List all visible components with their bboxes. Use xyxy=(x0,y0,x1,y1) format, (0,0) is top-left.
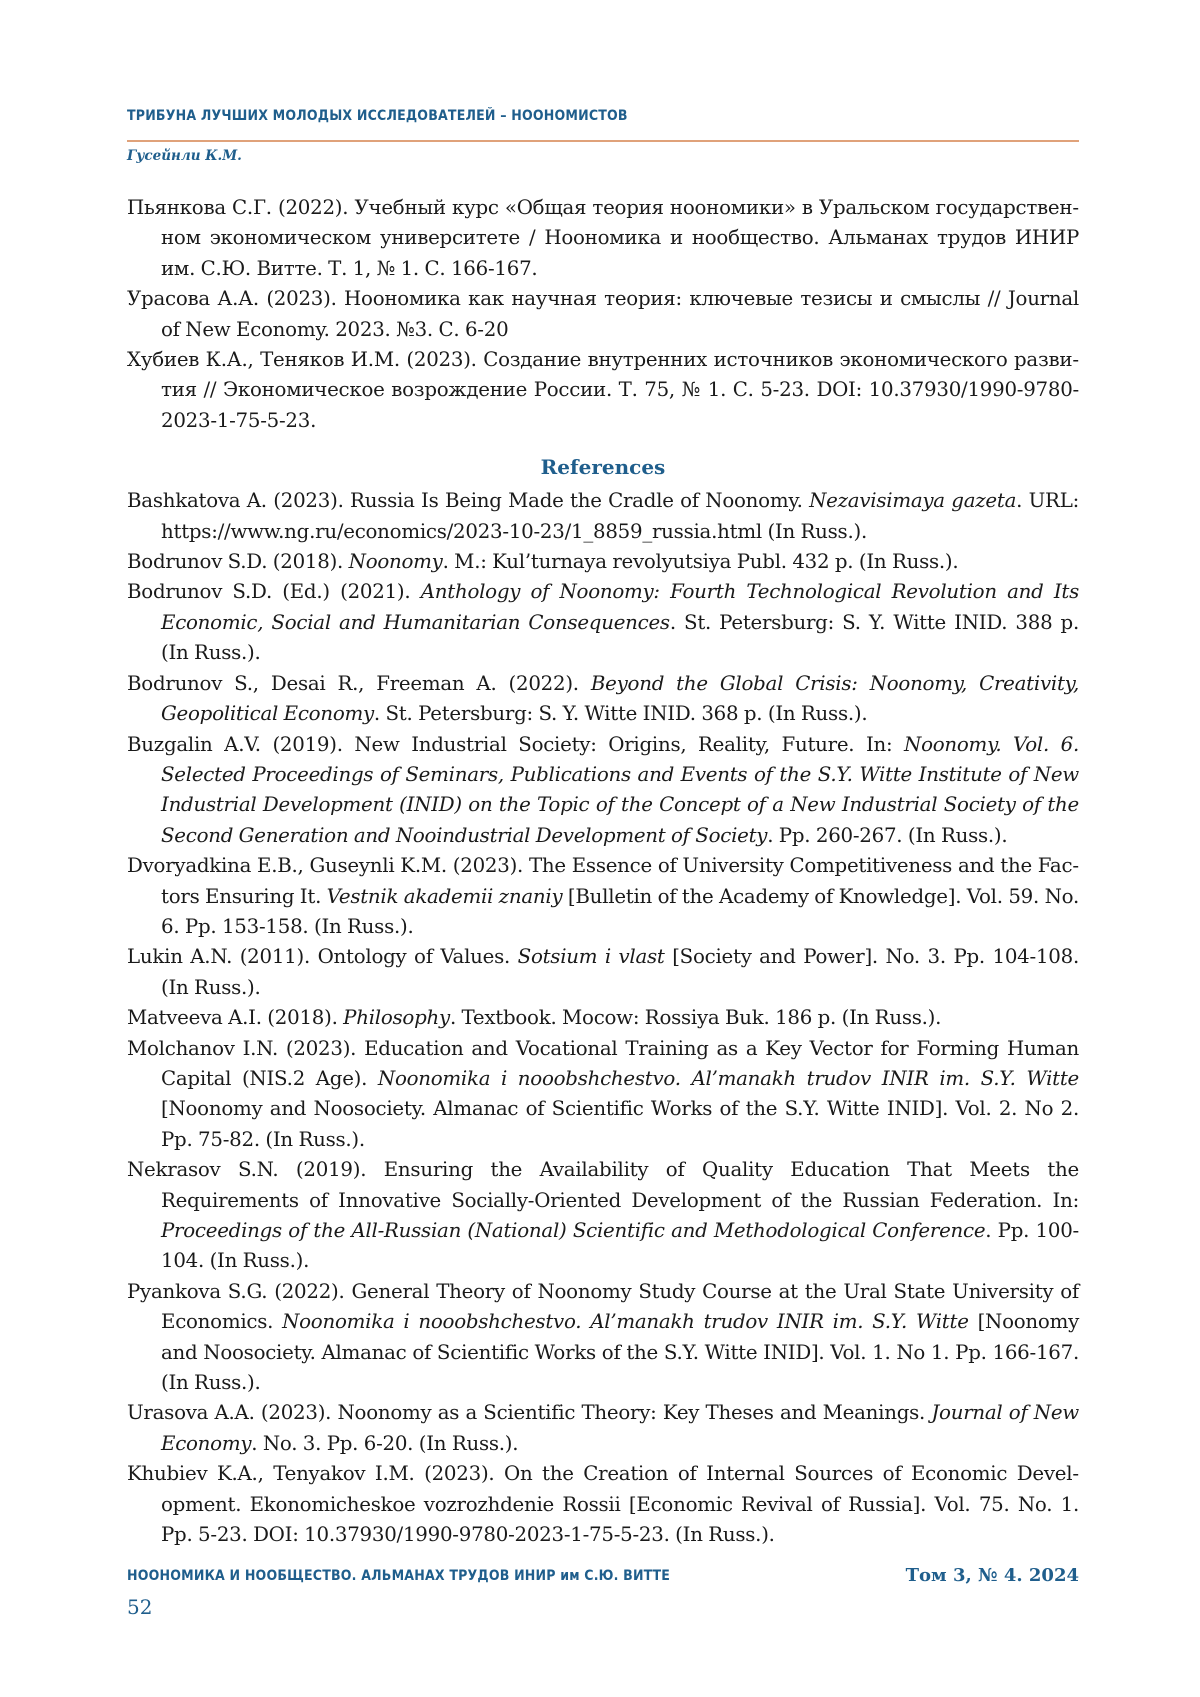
reference-item: Pyankova S.G. (2022). General Theory of Noonomy Study Course at the Ural State University of Economics. Noonomika i nooobshchestvo. Al’manakh trudov INIR im. S.Y. Witte [Noonomy and Noosociety. Almanac of Scientific Works of the S.Y. Witte INID]. Vol. 1. No 1. Pp. 166-167. (In Russ.). xyxy=(127,1279,1080,1395)
header-divider xyxy=(127,140,1079,142)
reference-item: Nekrasov S.N. (2019). Ensuring the Availability of Quality Education That Meets the Requirements of Innovative Socially-Oriented Development of the Russian Federation. In: Proceedings of the All-Russian (National) Scientific and Methodological Conference. Pp. 100-104. (In Russ.). xyxy=(127,1158,1079,1273)
reference-item: Buzgalin A.V. (2019). New Industrial Society: Origins, Reality, Future. In: Noonomy. Vol. 6. Selected Proceedings of Seminars, Publications and Events of the S.Y. Witte Institute of New Industrial Development (INID) on the Topic of the Concept of a New Industrial Society of the Second Generation and Nooindustrial Development of Society. Pp. 260-267. (In Russ.). xyxy=(127,732,1079,847)
page-number: 52 xyxy=(127,1595,153,1619)
footer-issue: Том 3, № 4. 2024 xyxy=(905,1565,1079,1586)
reference-item: Dvoryadkina E.B., Guseynli K.M. (2023). The Essence of University Competitiveness and the Factors Ensuring It. Vestnik akademii znaniy [Bulletin of the Academy of Knowledge]. Vol. 59. No. 6. Pp. 153-158. (In Russ.). xyxy=(127,854,1079,938)
russian-reference-item: Хубиев К.А., Теняков И.М. (2023). Создание внутренних источников экономического развития // Экономическое возрождение России. Т. 75, № 1. С. 5-23. DOI: 10.37930/1990-9780-2023-1-75-5-23. xyxy=(127,348,1079,432)
running-header-author: Гусейнли К.М. xyxy=(127,148,242,164)
running-header-section-title: ТРИБУНА ЛУЧШИХ МОЛОДЫХ ИССЛЕДОВАТЕЛЕЙ – НООНОМИСТОВ xyxy=(127,108,628,124)
footer-journal-title: НООНОМИКА И НООБЩЕСТВО. АЛЬМАНАХ ТРУДОВ ИНИР им С.Ю. ВИТТЕ xyxy=(127,1568,671,1584)
references-heading: References xyxy=(540,455,666,480)
reference-item: Matveeva A.I. (2018). Philosophy. Textbook. Mocow: Rossiya Buk. 186 p. (In Russ.). xyxy=(127,1006,942,1030)
russian-reference-item: Урасова А.А. (2023). Ноономика как научная теория: ключевые тезисы и смыслы // Journal of New Economy. 2023. №3. С. 6-20 xyxy=(127,287,1079,341)
reference-list xyxy=(127,193,1079,1550)
reference-item: Khubiev K.A., Tenyakov I.M. (2023). On the Creation of Internal Sources of Economic Development. Ekonomicheskoe vozrozhdenie Rossii [Economic Revival of Russia]. Vol. 75. No. 1. Pp. 5-23. DOI: 10.37930/1990-9780-2023-1-75-5-23. (In Russ.). xyxy=(127,1462,1079,1547)
reference-item: Bodrunov S.D. (2018). Noonomy. M.: Kul’turnaya revolyutsiya Publ. 432 p. (In Russ.). xyxy=(127,550,959,574)
reference-item: Molchanov I.N. (2023). Education and Vocational Training as a Key Vector for Forming Human Capital (NIS.2 Age). Noonomika i nooobshchestvo. Al’manakh trudov INIR im. S.Y. Witte [Noonomy and Noosociety. Almanac of Scientific Works of the S.Y. Witte INID]. Vol. 2. No 2. Pp. 75-82. (In Russ.). xyxy=(127,1036,1079,1151)
reference-item: Bodrunov S.D. (Ed.) (2021). Anthology of Noonomy: Fourth Technological Revolution and Its Economic, Social and Humanitarian Consequences. St. Petersburg: S. Y. Witte INID. 388 p. (In Russ.). xyxy=(127,580,1079,665)
reference-item: Lukin A.N. (2011). Ontology of Values. Sotsium i vlast [Society and Power]. No. 3. Pp. 104-108. (In Russ.). xyxy=(127,945,1079,999)
russian-reference-item: Пьянкова С.Г. (2022). Учебный курс «Общая теория ноономики» в Уральском государственном экономическом университете / Ноономика и нообщество. Альманах трудов ИНИР им. С.Ю. Витте. Т. 1, № 1. С. 166-167. xyxy=(127,196,1079,280)
reference-item: Urasova A.A. (2023). Noonomy as a Scientific Theory: Key Theses and Meanings. Journal of New Economy. No. 3. Pp. 6-20. (In Russ.). xyxy=(127,1401,1079,1455)
reference-item: Bashkatova A. (2023). Russia Is Being Made the Cradle of Noonomy. Nezavisimaya gazeta. URL: https://www.ng.ru/economics/2023-10-23/1_8859_russia.html (In Russ.). xyxy=(127,489,1079,543)
reference-item: Bodrunov S., Desai R., Freeman A. (2022). Beyond the Global Crisis: Noonomy, Creativity, Geopolitical Economy. St. Petersburg: S. Y. Witte INID. 368 p. (In Russ.). xyxy=(127,671,1079,726)
